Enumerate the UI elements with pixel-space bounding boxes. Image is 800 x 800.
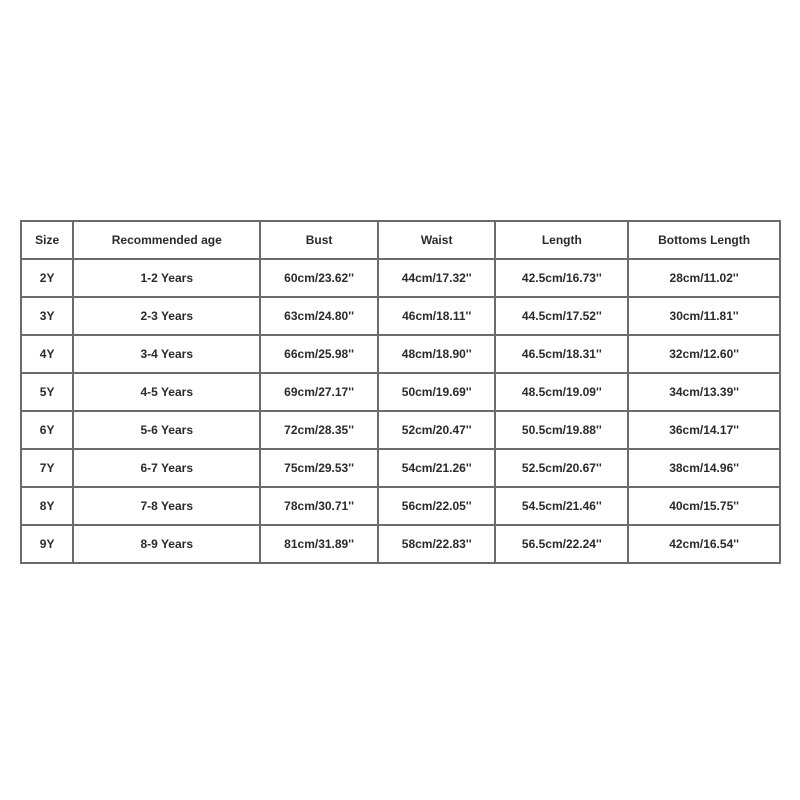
cell-recommended-age: 7-8 Years [73, 487, 260, 525]
table-body [21, 259, 780, 563]
header-size: Size [21, 221, 73, 259]
cell-length: 44.5cm/17.52'' [495, 297, 628, 335]
cell-bottoms-length: 40cm/15.75'' [628, 487, 780, 525]
cell-size: 8Y [21, 487, 73, 525]
cell-bust: 63cm/24.80'' [260, 297, 378, 335]
cell-waist: 50cm/19.69'' [378, 373, 496, 411]
table-row [21, 449, 780, 487]
header-recommended-age: Recommended age [73, 221, 260, 259]
cell-bust: 78cm/30.71'' [260, 487, 378, 525]
table-row [21, 373, 780, 411]
size-chart-table [20, 220, 781, 564]
cell-waist: 54cm/21.26'' [378, 449, 496, 487]
cell-bottoms-length: 32cm/12.60'' [628, 335, 780, 373]
table-header [21, 221, 780, 259]
cell-waist: 46cm/18.11'' [378, 297, 496, 335]
header-row [21, 221, 780, 259]
cell-bottoms-length: 30cm/11.81'' [628, 297, 780, 335]
cell-length: 48.5cm/19.09'' [495, 373, 628, 411]
cell-bottoms-length: 38cm/14.96'' [628, 449, 780, 487]
cell-bust: 69cm/27.17'' [260, 373, 378, 411]
cell-waist: 58cm/22.83'' [378, 525, 496, 563]
cell-bottoms-length: 42cm/16.54'' [628, 525, 780, 563]
cell-recommended-age: 4-5 Years [73, 373, 260, 411]
cell-size: 9Y [21, 525, 73, 563]
cell-length: 46.5cm/18.31'' [495, 335, 628, 373]
cell-bust: 72cm/28.35'' [260, 411, 378, 449]
cell-size: 7Y [21, 449, 73, 487]
table-row [21, 525, 780, 563]
cell-recommended-age: 8-9 Years [73, 525, 260, 563]
table-row [21, 487, 780, 525]
cell-waist: 52cm/20.47'' [378, 411, 496, 449]
table-row [21, 411, 780, 449]
cell-waist: 44cm/17.32'' [378, 259, 496, 297]
cell-length: 50.5cm/19.88'' [495, 411, 628, 449]
cell-bust: 60cm/23.62'' [260, 259, 378, 297]
cell-bust: 66cm/25.98'' [260, 335, 378, 373]
cell-size: 2Y [21, 259, 73, 297]
cell-size: 4Y [21, 335, 73, 373]
table-row [21, 335, 780, 373]
cell-bust: 81cm/31.89'' [260, 525, 378, 563]
header-bottoms-length: Bottoms Length [628, 221, 780, 259]
cell-recommended-age: 2-3 Years [73, 297, 260, 335]
cell-recommended-age: 1-2 Years [73, 259, 260, 297]
table-row [21, 259, 780, 297]
table-row [21, 297, 780, 335]
cell-recommended-age: 5-6 Years [73, 411, 260, 449]
cell-length: 42.5cm/16.73'' [495, 259, 628, 297]
cell-bust: 75cm/29.53'' [260, 449, 378, 487]
cell-size: 5Y [21, 373, 73, 411]
cell-waist: 56cm/22.05'' [378, 487, 496, 525]
cell-bottoms-length: 34cm/13.39'' [628, 373, 780, 411]
cell-size: 6Y [21, 411, 73, 449]
header-length: Length [495, 221, 628, 259]
cell-bottoms-length: 36cm/14.17'' [628, 411, 780, 449]
cell-size: 3Y [21, 297, 73, 335]
header-bust: Bust [260, 221, 378, 259]
cell-recommended-age: 6-7 Years [73, 449, 260, 487]
cell-length: 52.5cm/20.67'' [495, 449, 628, 487]
cell-length: 54.5cm/21.46'' [495, 487, 628, 525]
header-waist: Waist [378, 221, 496, 259]
cell-bottoms-length: 28cm/11.02'' [628, 259, 780, 297]
cell-recommended-age: 3-4 Years [73, 335, 260, 373]
cell-waist: 48cm/18.90'' [378, 335, 496, 373]
cell-length: 56.5cm/22.24'' [495, 525, 628, 563]
